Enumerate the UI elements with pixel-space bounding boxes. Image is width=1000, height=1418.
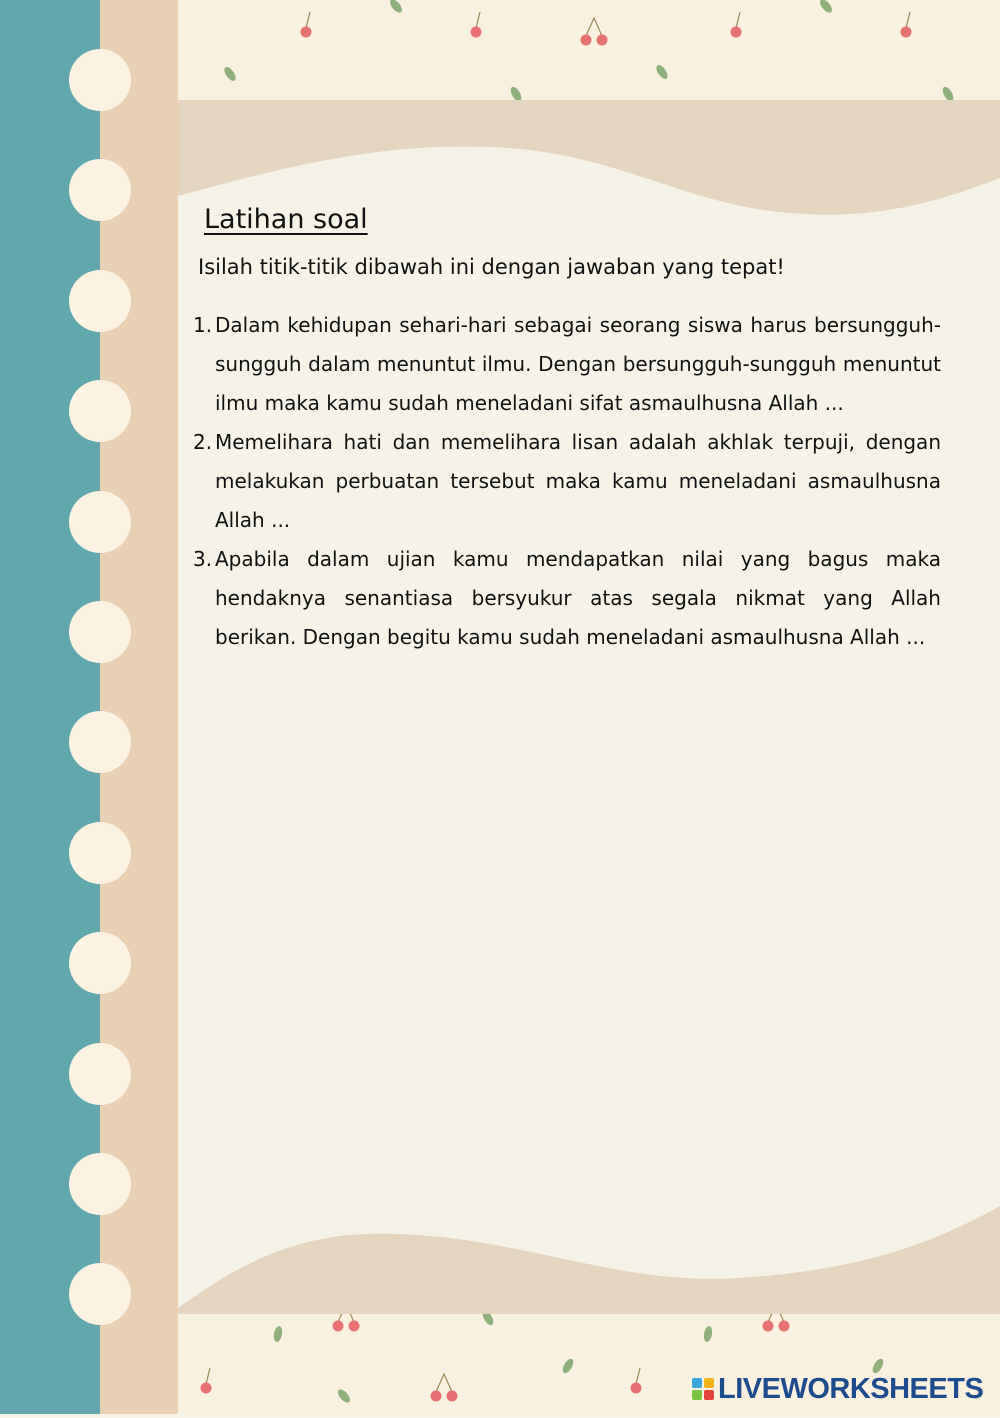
leaf-icon: [561, 1357, 576, 1375]
worksheet-title: Latihan soal: [204, 204, 368, 235]
question-list: [193, 306, 941, 657]
cherry-icon: [779, 1321, 790, 1332]
cherry-icon: [597, 35, 608, 46]
cherry-icon: [301, 27, 312, 38]
cherry-icon: [447, 1391, 458, 1402]
cherry-stem: [206, 1368, 210, 1384]
bottom-wave-decoration: [178, 1200, 1000, 1314]
binding-hole: [69, 380, 131, 442]
question-text: Apabila dalam ujian kamu mendapatkan nilai yang bagus maka hendaknya senantiasa bersyukur atas segala nikmat yang Allah berikan. Dengan begitu kamu sudah meneladani asmaulhusna Allah ...: [215, 547, 941, 649]
binding-hole: [69, 822, 131, 884]
cherry-stem: [906, 12, 910, 28]
cherry-icon: [901, 27, 912, 38]
question-number: 2.: [193, 430, 213, 454]
cherry-pattern-top: [178, 0, 1000, 100]
question-text: Dalam kehidupan sehari-hari sebagai seorang siswa harus bersungguh-sungguh dalam menuntut ilmu. Dengan bersungguh-sungguh menuntut ilmu maka kamu sudah meneladani sifat asmaulhusna Allah ...: [215, 313, 941, 415]
liveworksheets-logo-icon: [692, 1378, 714, 1400]
leaf-icon: [388, 0, 404, 15]
leaf-icon: [509, 85, 524, 100]
question-text: Memelihara hati dan memelihara lisan adalah akhlak terpuji, dengan melakukan perbuatan tersebut maka kamu meneladani asmaulhusna Allah ...: [215, 430, 941, 532]
cherry-icon: [631, 1383, 642, 1394]
binding-hole: [69, 1043, 131, 1105]
leaf-icon: [941, 85, 956, 100]
leaf-icon: [703, 1325, 714, 1342]
binding-hole: [69, 711, 131, 773]
cherry-stem: [476, 12, 480, 28]
logo-square-icon: [704, 1378, 714, 1388]
liveworksheets-logo[interactable]: [692, 1372, 983, 1406]
cherry-stem: [768, 1314, 784, 1322]
binding-hole: [69, 270, 131, 332]
leaf-icon: [336, 1387, 352, 1404]
leaf-icon: [818, 0, 834, 15]
leaf-icon: [222, 65, 238, 83]
leaf-icon: [273, 1325, 284, 1342]
binding-hole: [69, 1153, 131, 1215]
logo-square-icon: [704, 1390, 714, 1400]
worksheet-instruction: Isilah titik-titik dibawah ini dengan jawaban yang tepat!: [198, 255, 785, 279]
cherry-stem: [436, 1374, 452, 1392]
cherry-icon: [581, 35, 592, 46]
cherry-stem: [306, 12, 310, 28]
worksheet-content: [193, 200, 941, 657]
binding-hole: [69, 159, 131, 221]
question-item: [193, 423, 941, 540]
liveworksheets-logo-text: LIVEWORKSHEETS: [718, 1372, 984, 1405]
binding-hole: [69, 49, 131, 111]
cherry-icon: [349, 1321, 360, 1332]
cherry-pattern-top-graphic: [178, 0, 1000, 100]
cherry-stem: [586, 18, 602, 36]
cherry-stem: [736, 12, 740, 28]
cherry-icon: [471, 27, 482, 38]
logo-square-icon: [692, 1390, 702, 1400]
cherry-stem: [636, 1368, 640, 1384]
cherry-icon: [201, 1383, 212, 1394]
question-number: 1.: [193, 313, 213, 337]
cherry-stem: [338, 1314, 354, 1322]
binding-hole: [69, 932, 131, 994]
logo-square-icon: [692, 1378, 702, 1388]
leaf-icon: [481, 1314, 496, 1327]
question-item: [193, 306, 941, 423]
question-number: 3.: [193, 547, 213, 571]
cherry-icon: [731, 27, 742, 38]
question-item: [193, 540, 941, 657]
leaf-icon: [654, 63, 670, 81]
binding-hole: [69, 601, 131, 663]
binding-hole: [69, 1263, 131, 1325]
binding-hole: [69, 491, 131, 553]
cherry-icon: [763, 1321, 774, 1332]
cherry-icon: [431, 1391, 442, 1402]
cherry-icon: [333, 1321, 344, 1332]
